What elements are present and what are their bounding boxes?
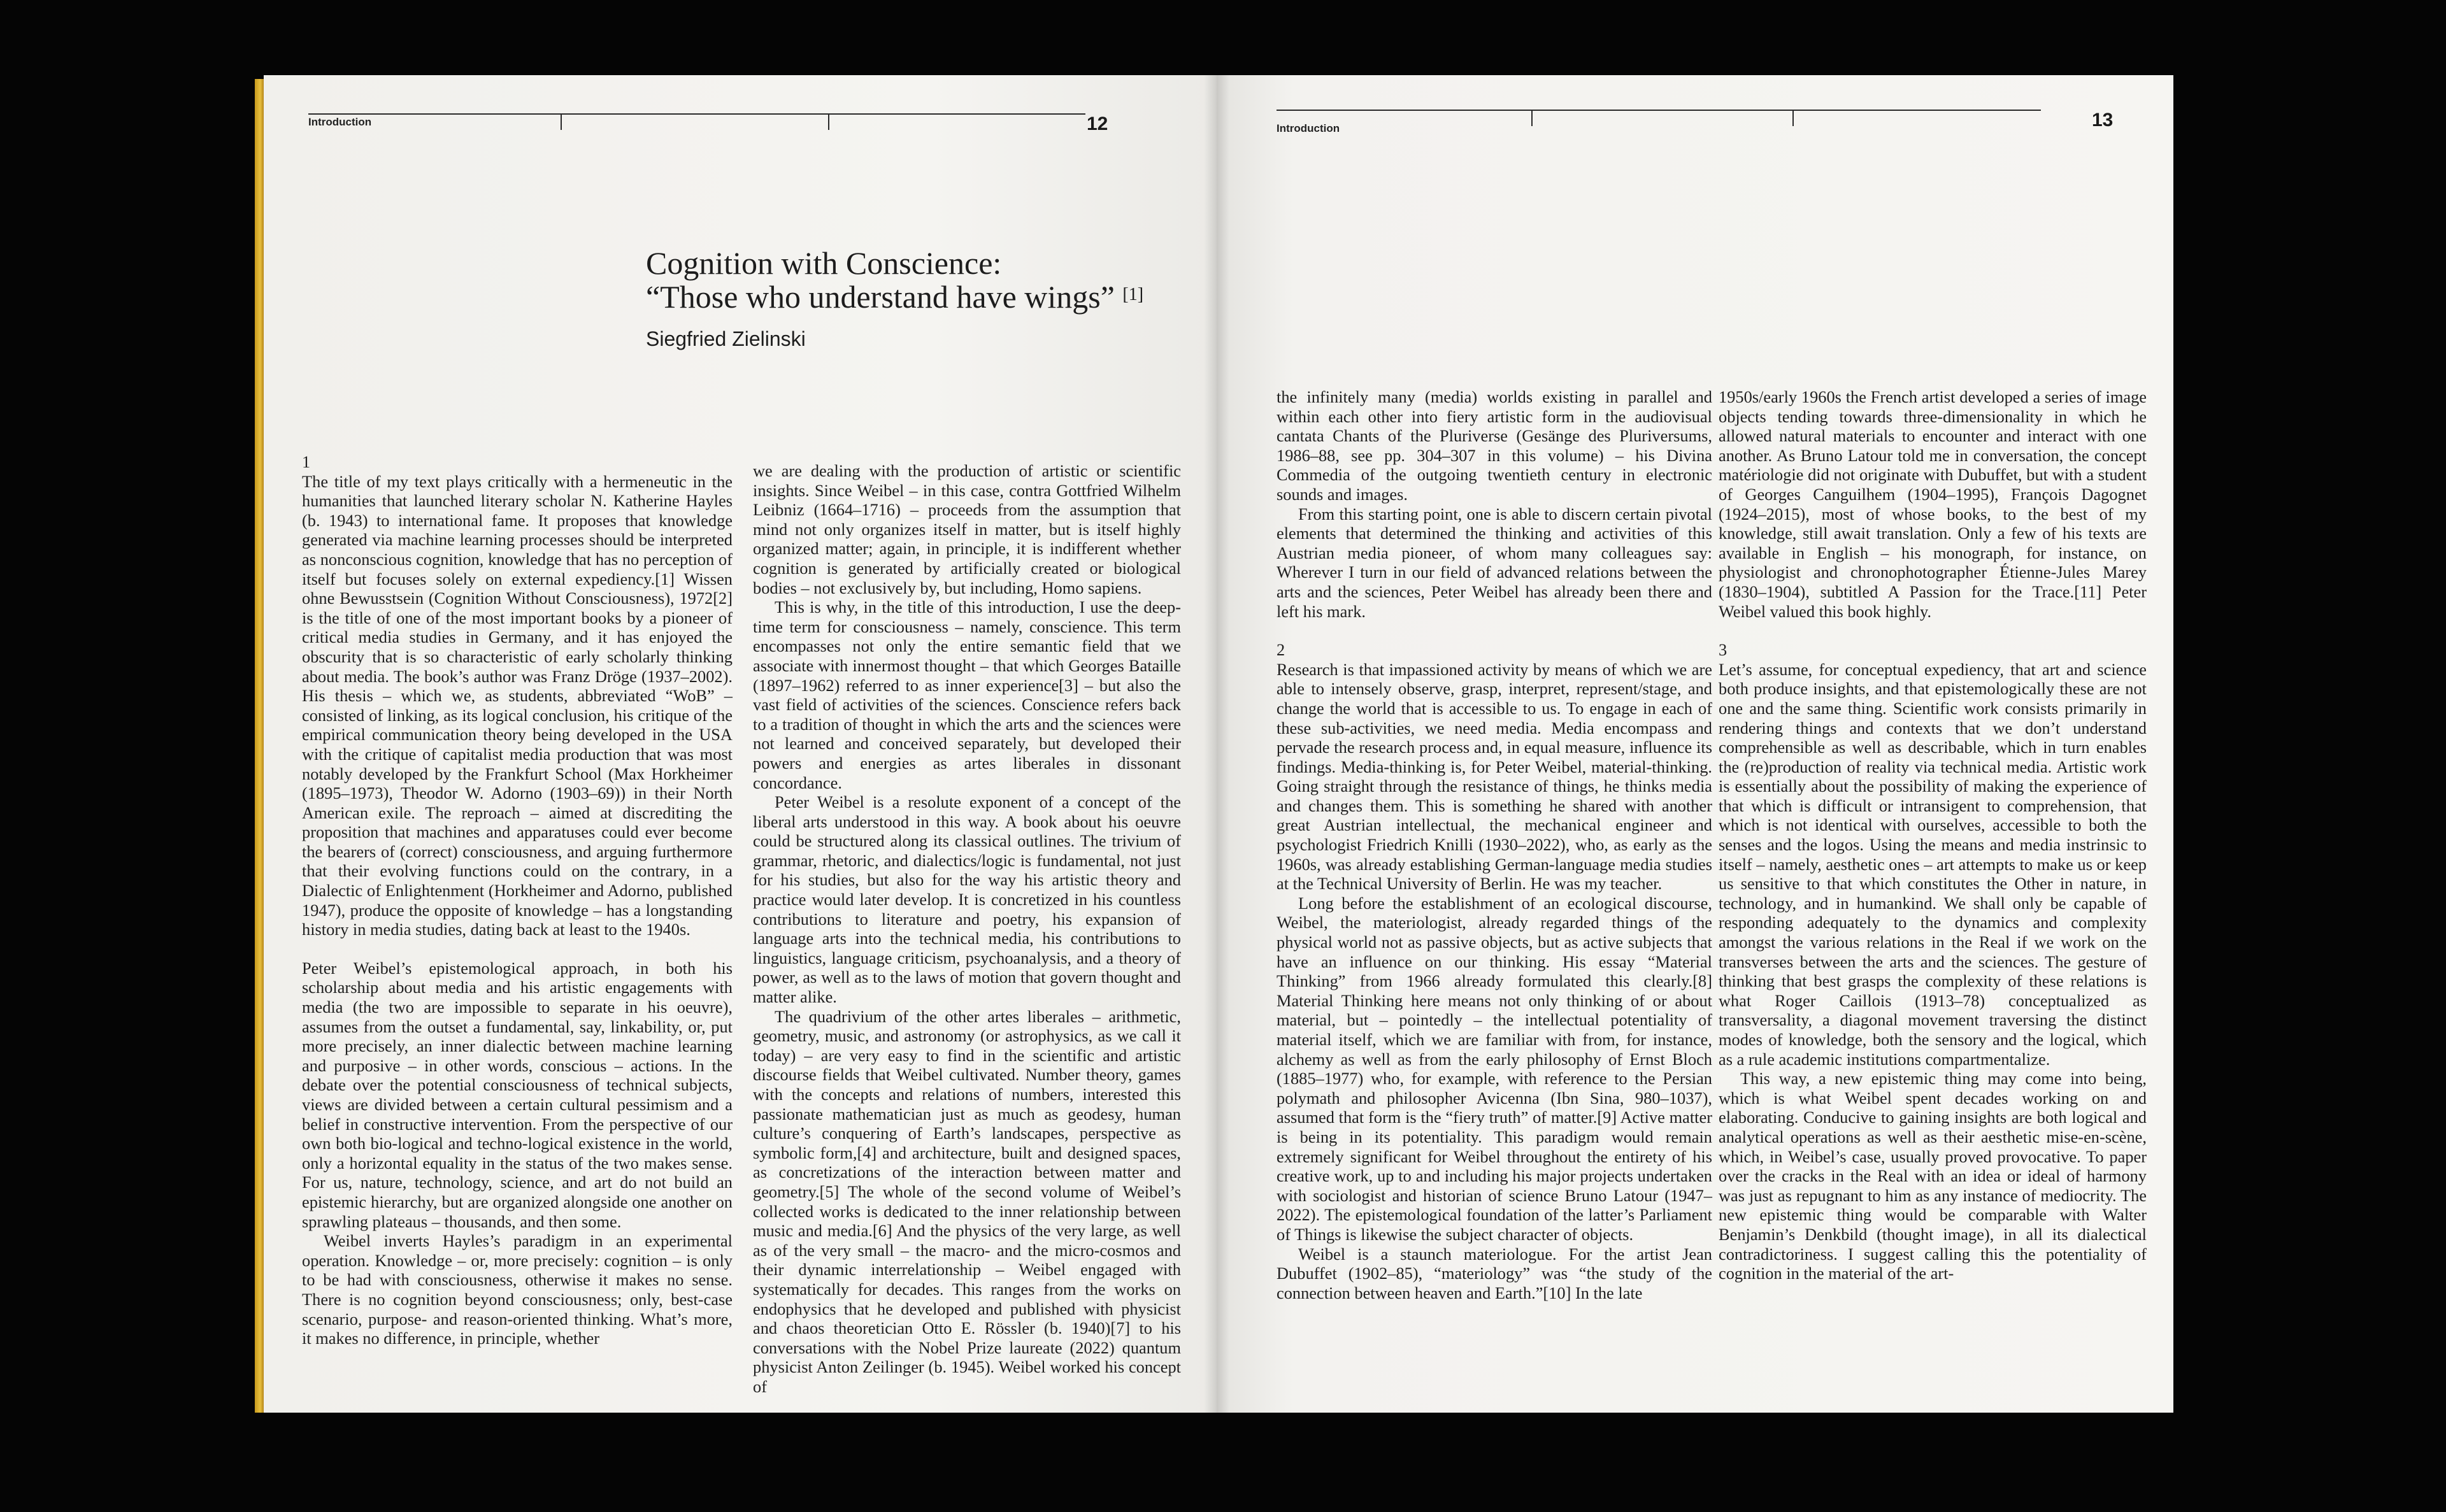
open-book (255, 75, 2173, 1413)
text-column-3 (1277, 387, 1712, 1302)
title-note: [1] (1122, 285, 1144, 304)
paragraph: Weibel inverts Hayles’s paradigm in an experimental operation. Knowledge – or, more precisely: cognition – is only to be had with consciousness, otherwise it makes no sense. There is no cognition beyond consciousness; only, best-case scenario, purpose- and reason-oriented thinking. What’s more, it makes no difference, in principle, whether (302, 1231, 733, 1348)
paragraph: Peter Weibel is a resolute exponent of a concept of the liberal arts understood in this way. A book about his oeuvre could be structured along its classical outlines. The trivium of grammar, rhetoric, and dialectics/logic is fundamental, not just for his studies, but also for the way his artistic theory and practice would later develop. It is concretized in his countless contributions to literature and poetry, his expansion of language arts into the technical media, his contributions to linguistics, language criticism, psychoanalysis, and a theory of power, as well as to the laws of motion that govern thought and matter alike. (753, 792, 1181, 1007)
title-line-text: “Those who understand have wings” (646, 279, 1115, 315)
book-gutter (1204, 75, 1229, 1413)
paragraph: we are dealing with the production of artistic or scientific insights. Since Weibel – in this case, contra Gottfried Wilhelm Leibniz (1664–1716) – proceeds from the assumption that mind not only organizes itself in matter, but is itself highly organized matter; again, in principle, it is indifferent whether cognition is generated by artificially created or biological bodies – not exclusively by, but including, Homo sapiens. (753, 461, 1181, 597)
section-number: 3 (1719, 640, 1727, 660)
author-name: Siegfried Zielinski (646, 327, 806, 350)
article-title (646, 247, 1217, 313)
section-number: 2 (1277, 640, 1285, 660)
running-head: Introduction (1277, 122, 1340, 134)
paragraph: 1950s/early 1960s the French artist developed a series of image objects tending towards three-dimensionality in which he allowed natural materials to encounter and interact with one another. As Bruno Latour told me in conversation, the concept matériologie did not originate with Dubuffet, but with a student of Georges Canguilhem (1904–1995), François Dagognet (1924–2015), most of whose books, to the best of my knowledge, still await translation. Only a few of his texts are available in English – his monograph, for instance, on physiologist and chronophotographer Étienne-Jules Marey (1830–1904), subtitled A Passion for the Trace.[11] Peter Weibel valued this book highly. (1719, 387, 2147, 621)
paragraph: Research is that impassioned activity by means of which we are able to intensely observe, grasp, interpret, represent/stage, and change the world that is accessible to us. To engage in each of these sub-activities, we need media. Media encompass and pervade the research process and, in equal measure, influence its findings. Media-thinking is, for Peter Weibel, material-thinking. Going straight through the resistance of things, he thinks media and changes them. This is something he shared with another great Austrian intellectual, the mechanical engineer and psychologist Friedrich Knilli (1930–2022), who, as early as the 1960s, was already establishing German-language media studies at the Technical University of Berlin. He was my teacher. (1277, 659, 1712, 894)
paragraph: Let’s assume, for conceptual expediency, that art and science both produce insights, and that epistemologically these are not one and the same thing. Scientific work consists primarily in rendering things and contexts that we don’t understand comprehensible as well as describable, which in turn enables the (re)production of reality via technical media. Artistic work is essentially about the possibility of making the experience of that which is difficult or intransigent to comprehension, that which is not identical with ourselves, accessible to both the senses and the logos. Using the means and media instrinsic to itself – namely, aesthetic ones – art attempts to make us or keep us sensitive to that which constitutes the Other in nature, in technology, and in humankind. We shall only be capable of responding adequately to the dynamics and complexity amongst the various relations in the Real if we work on the transverses between the arts and the sciences. The gesture of thinking that best grasps the complexity of these relations is what Roger Caillois (1913–78) conceptualized as transversality, a diagonal movement traversing the distinct modes of knowledge, both the sensory and the logical, which as a rule academic institutions compartmentalize. (1719, 659, 2147, 1069)
header-tick (1531, 110, 1533, 126)
running-head: Introduction (308, 116, 372, 128)
title-line: Cognition with Conscience: (646, 245, 1002, 281)
paragraph: Weibel is a staunch materiologue. For the artist Jean Dubuffet (1902–85), “materiology” was “the study of the connection between heaven and Earth.”[10] In the late (1277, 1244, 1712, 1302)
right-page (1217, 75, 2173, 1413)
text-column-1 (302, 452, 733, 1348)
header-rule (308, 113, 1085, 115)
paragraph: This is why, in the title of this introduction, I use the deep-time term for consciousness – namely, conscience. This term encompasses not only the entire semantic field that we associate with innermost thought – that which Georges Bataille (1897–1962) referred to as inner experience[3] – but also the vast field of activities of the sciences. Conscience refers back to a tradition of thought in which the arts and the sciences were not learned and conceived separately, but developed their powers and energies as artes liberales in dissonant concordance. (753, 597, 1181, 792)
text-column-4 (1719, 387, 2147, 1283)
paragraph: Peter Weibel’s epistemological approach, in both his scholarship about media and his artistic engagements with media (the two are impossible to separate in his oeuvre), assumes from the outset a fundamental, say, linkability, or, put more precisely, an inner dialectic between machine learning and purposive – in other words, conscious – actions. In the debate over the potential consciousness of technical subjects, views are divided between a certain cultural pessimism and a belief in constructive intervention. From the perspective of our own both bio-logical and techno-logical existence in the world, only a horizontal equality in the status of the two makes sense. For us, nature, technology, science, and art do not build an epistemic hierarchy, but are organized alongside one another on sprawling plateaus – thousands, and then some. (302, 958, 733, 1231)
paragraph: This way, a new epistemic thing may come into being, which is what Weibel spent decades working on and elaborating. Conducive to gaining insights are both logical and analytical operations as well as their aesthetic mise-en-scène, which, in Weibel’s case, usually proved provocative. To paper over the cracks in the Real with an idea or ideal of harmony was just as repugnant to him as any instance of mediocrity. The new epistemic thing would be comparable with Walter Benjamin’s Denkbild (thought image), in all its dialectical contradictoriness. I suggest calling this the potentiality of cognition in the material of the art- (1719, 1069, 2147, 1283)
section-number: 1 (302, 452, 311, 471)
paragraph: the infinitely many (media) worlds existing in parallel and within each other into fiery artistic form in the audiovisual cantata Chants of the Pluriverse (Gesänge des Pluriversums, 1986–88, see pp. 304–307 in this volume) – his Divina Commedia of the outgoing twentieth century in electronic sounds and images. (1277, 387, 1712, 504)
left-page (264, 75, 1217, 1413)
text-column-2 (753, 461, 1181, 1397)
header-tick (1792, 110, 1794, 126)
title-line (646, 279, 1217, 313)
paragraph: The quadrivium of the other artes liberales – arithmetic, geometry, music, and astronomy (or astrophysics, as we call it today) – are very easy to find in the scientific and artistic discourse fields that Weibel cultivated. Number theory, games with the concepts and relations of numbers, interested this passionate mathematician just as much as geodesy, human culture’s conquering of Earth’s landscapes, perspective as symbolic form,[4] and architecture, built and designed spaces, as concretizations of the interaction between matter and geometry.[5] The whole of the second volume of Weibel’s collected works is dedicated to the inner relationship between music and media.[6] And the physics of the very large, as well as of the very small – the macro- and the micro-cosmos and their dynamic interrelationship – Weibel engaged with systematically for decades. This ranges from the works on endophysics that he developed and published with physicist and chaos theoretician Otto E. Rössler (b. 1940)[7] to his conversations with the Nobel Prize laureate (2022) quantum physicist Anton Zeilinger (b. 1945). Weibel worked his concept of (753, 1006, 1181, 1396)
page-number: 13 (2092, 110, 2113, 131)
header-rule (1277, 110, 2041, 111)
paragraph: Long before the establishment of an ecological discourse, Weibel, the materiologist, already regarded things of the physical world not as passive objects, but as active subjects that have an influence on our thinking. His essay “Material Thinking” from 1966 already formulated this clearly.[8] Material Thinking here means not only thinking of or about material, but – pointedly – the intellectual potentiality of material itself, which we are familiar with from, for instance, alchemy as well as from the early philosophy of Ernst Bloch (1885–1977) who, for example, with reference to the Persian polymath and philosopher Avicenna (Ibn Sina, 980–1037), assumed that form is the “fiery truth” of matter.[9] Active matter is being in its potentiality. This paradigm would remain extremely significant for Weibel throughout the entirety of his creative work, up to and including his major projects undertaken with sociologist and historian of science Bruno Latour (1947–2022). The epistemological foundation of the latter’s Parliament of Things is likewise the subject character of objects. (1277, 893, 1712, 1244)
page-number: 12 (1087, 113, 1108, 134)
paragraph: From this starting point, one is able to discern certain pivotal elements that determined the thinking and activities of this Austrian media pioneer, of whom many colleagues say: Wherever I turn in our field of advanced relations between the arts and the sciences, Peter Weibel has already been there and left his mark. (1277, 504, 1712, 621)
paragraph: The title of my text plays critically with a hermeneutic in the humanities that launched literary scholar N. Katherine Hayles (b. 1943) to international fame. It proposes that knowledge generated via machine learning processes should be interpreted as nonconscious cognition, knowledge that has no perception of itself but focuses solely on external expediency.[1] Wissen ohne Bewusstsein (Cognition Without Consciousness), 1972[2] is the title of one of the most important books by a pioneer of critical media studies in Germany, and it has enjoyed the obscurity that is so characteristic of early scholarly thinking about media. The book’s author was Franz Dröge (1937–2002). His thesis – which we, as students, abbreviated “WoB” – consisted of linking, as its logical conclusion, his critique of the empirical communication theory being developed in the USA with the critique of capitalist media production that was most notably developed by the Frankfurt School (Max Horkheimer (1895–1973), Theodor W. Adorno (1903–69)) in their North American exile. The reproach – aimed at discrediting the proposition that machines and apparatuses could ever become the bearers of (correct) consciousness, and arguing furthermore that their evolving functions could on the contrary, in a Dialectic of Enlightenment (Horkheimer and Adorno, published 1947), produce the opposite of knowledge – has a longstanding history in media studies, dating back at least to the 1940s. (302, 471, 733, 939)
header-tick (828, 113, 829, 130)
header-tick (561, 113, 562, 130)
